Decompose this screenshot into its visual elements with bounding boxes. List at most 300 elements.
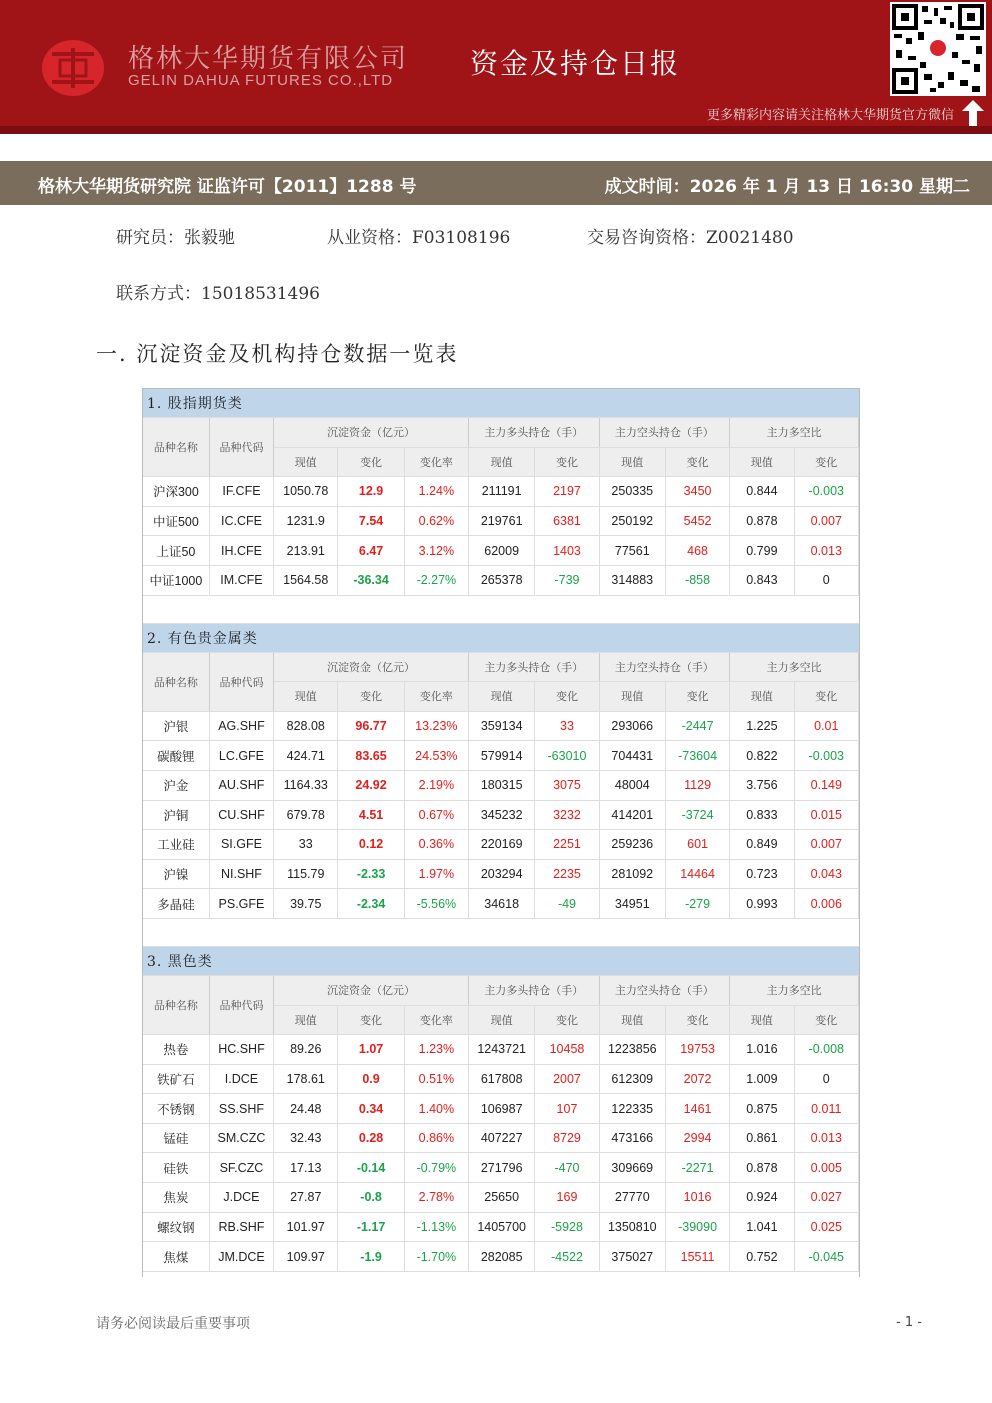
cell-fund-rate: 1.23% xyxy=(404,1035,468,1065)
cell-short: 34951 xyxy=(599,889,665,919)
header-fund: 沉淀资金（亿元） xyxy=(274,652,469,682)
cell-name: 不锈钢 xyxy=(143,1094,209,1124)
cell-code: AG.SHF xyxy=(209,711,273,741)
subheader-cell: 现值 xyxy=(469,682,535,712)
cell-code: CU.SHF xyxy=(209,800,273,830)
cell-name: 沪深300 xyxy=(143,477,209,507)
cell-name: 沪金 xyxy=(143,770,209,800)
cell-fund-rate: 24.53% xyxy=(404,741,468,771)
cell-long-change: 169 xyxy=(535,1183,599,1213)
table-row xyxy=(143,889,859,919)
category-spacer xyxy=(143,918,859,946)
cell-long: 1243721 xyxy=(469,1035,535,1065)
cell-name: 沪铜 xyxy=(143,800,209,830)
cell-short: 250192 xyxy=(599,506,665,536)
cell-short-change: 19753 xyxy=(665,1035,729,1065)
cell-fund-rate: 1.97% xyxy=(404,859,468,889)
category-title: 1. 股指期货类 xyxy=(143,389,859,418)
qualification: 从业资格：F03108196 xyxy=(327,228,511,248)
company-name-cn: 格林大华期货有限公司 xyxy=(128,44,409,74)
cell-fund-change: 12.9 xyxy=(338,477,404,507)
cell-fund-rate: -1.70% xyxy=(404,1242,468,1272)
subheader-cell: 现值 xyxy=(469,447,535,477)
cell-fund: 39.75 xyxy=(274,889,338,919)
cell-long: 211191 xyxy=(469,477,535,507)
subheader-cell: 变化 xyxy=(338,1005,404,1035)
cell-fund: 679.78 xyxy=(274,800,338,830)
cell-long: 180315 xyxy=(469,770,535,800)
cell-code: SF.CZC xyxy=(209,1153,273,1183)
cell-long: 25650 xyxy=(469,1183,535,1213)
cell-ratio: 3.756 xyxy=(730,770,794,800)
cell-short-change: -3724 xyxy=(665,800,729,830)
subheader-cell: 变化 xyxy=(535,682,599,712)
subheader-cell: 现值 xyxy=(274,1005,338,1035)
cell-fund-rate: 1.24% xyxy=(404,477,468,507)
cell-name: 沪镍 xyxy=(143,859,209,889)
cell-fund-change: 0.28 xyxy=(338,1123,404,1153)
cell-short: 27770 xyxy=(599,1183,665,1213)
cell-code: SM.CZC xyxy=(209,1123,273,1153)
table-row xyxy=(143,1123,859,1153)
table-row xyxy=(143,1242,859,1272)
cell-short: 259236 xyxy=(599,830,665,860)
cell-short-change: -73604 xyxy=(665,741,729,771)
header-ratio: 主力多空比 xyxy=(730,975,859,1005)
category-title-row xyxy=(143,389,859,418)
cell-short-change: 3450 xyxy=(665,477,729,507)
header-fund: 沉淀资金（亿元） xyxy=(274,975,469,1005)
cell-ratio-change: 0.007 xyxy=(794,830,858,860)
cell-name: 工业硅 xyxy=(143,830,209,860)
cell-fund-change: -2.34 xyxy=(338,889,404,919)
table-row xyxy=(143,800,859,830)
header-long: 主力多头持仓（手） xyxy=(469,418,600,448)
header-code: 品种代码 xyxy=(209,652,273,711)
cell-short: 375027 xyxy=(599,1242,665,1272)
cell-long-change: 3232 xyxy=(535,800,599,830)
cell-code: I.DCE xyxy=(209,1064,273,1094)
cell-fund-rate: 0.36% xyxy=(404,830,468,860)
cell-ratio: 0.844 xyxy=(730,477,794,507)
header-code: 品种代码 xyxy=(209,975,273,1034)
cell-fund-change: 7.54 xyxy=(338,506,404,536)
report-title: 资金及持仓日报 xyxy=(470,47,681,80)
cell-fund-change: -0.14 xyxy=(338,1153,404,1183)
cell-ratio-change: 0.013 xyxy=(794,1123,858,1153)
cell-name: 沪银 xyxy=(143,711,209,741)
cell-name: 上证50 xyxy=(143,536,209,566)
cell-code: IF.CFE xyxy=(209,477,273,507)
cell-fund-change: 0.9 xyxy=(338,1064,404,1094)
cell-fund: 1564.58 xyxy=(274,565,338,595)
cell-fund: 32.43 xyxy=(274,1123,338,1153)
cell-long-change: -4522 xyxy=(535,1242,599,1272)
header-long: 主力多头持仓（手） xyxy=(469,652,600,682)
subheader-cell: 现值 xyxy=(274,682,338,712)
cell-fund-rate: 0.51% xyxy=(404,1064,468,1094)
cell-long: 106987 xyxy=(469,1094,535,1124)
cell-fund-rate: 0.86% xyxy=(404,1123,468,1153)
cell-long-change: 6381 xyxy=(535,506,599,536)
cell-ratio-change: 0.005 xyxy=(794,1153,858,1183)
data-tables xyxy=(142,388,860,1277)
subheader-cell: 变化 xyxy=(535,447,599,477)
cell-long: 220169 xyxy=(469,830,535,860)
subheader-cell: 现值 xyxy=(730,1005,794,1035)
company-name-en: GELIN DAHUA FUTURES CO.,LTD xyxy=(128,72,394,89)
table-row xyxy=(143,1035,859,1065)
header-name: 品种名称 xyxy=(143,652,209,711)
cell-fund: 33 xyxy=(274,830,338,860)
cell-ratio: 0.752 xyxy=(730,1242,794,1272)
cell-short: 314883 xyxy=(599,565,665,595)
follow-wechat-tip: 更多精彩内容请关注格林大华期货官方微信 xyxy=(706,108,954,123)
header-ratio: 主力多空比 xyxy=(730,652,859,682)
cell-long-change: 3075 xyxy=(535,770,599,800)
cell-code: HC.SHF xyxy=(209,1035,273,1065)
cell-name: 热卷 xyxy=(143,1035,209,1065)
cell-long-change: 33 xyxy=(535,711,599,741)
section-title: 一. 沉淀资金及机构持仓数据一览表 xyxy=(96,342,459,366)
cell-ratio-change: 0 xyxy=(794,1064,858,1094)
institute-license: 格林大华期货研究院 证监许可【2011】1288 号 xyxy=(38,177,417,197)
cell-long: 579914 xyxy=(469,741,535,771)
cell-short-change: -2447 xyxy=(665,711,729,741)
header-short: 主力空头持仓（手） xyxy=(599,652,730,682)
cell-long-change: -63010 xyxy=(535,741,599,771)
cell-code: LC.GFE xyxy=(209,741,273,771)
cell-ratio: 0.843 xyxy=(730,565,794,595)
cell-fund-change: 0.12 xyxy=(338,830,404,860)
cell-long-change: -49 xyxy=(535,889,599,919)
category-title: 2. 有色贵金属类 xyxy=(143,623,859,652)
cell-short: 1350810 xyxy=(599,1212,665,1242)
cell-short: 250335 xyxy=(599,477,665,507)
cell-code: SS.SHF xyxy=(209,1094,273,1124)
table-row xyxy=(143,1153,859,1183)
cell-name: 多晶硅 xyxy=(143,889,209,919)
cell-long: 617808 xyxy=(469,1064,535,1094)
cell-ratio: 1.041 xyxy=(730,1212,794,1242)
cell-short-change: 15511 xyxy=(665,1242,729,1272)
cell-fund: 1164.33 xyxy=(274,770,338,800)
subheader-cell: 变化率 xyxy=(404,682,468,712)
cell-ratio: 0.799 xyxy=(730,536,794,566)
subheader-cell: 变化率 xyxy=(404,447,468,477)
cell-short-change: 468 xyxy=(665,536,729,566)
cell-fund: 828.08 xyxy=(274,711,338,741)
cell-long-change: -5928 xyxy=(535,1212,599,1242)
cell-short: 77561 xyxy=(599,536,665,566)
table-row xyxy=(143,506,859,536)
arrow-up-icon xyxy=(962,100,984,126)
header-name: 品种名称 xyxy=(143,418,209,477)
cell-short: 309669 xyxy=(599,1153,665,1183)
cell-long: 271796 xyxy=(469,1153,535,1183)
table-row xyxy=(143,770,859,800)
cell-code: SI.GFE xyxy=(209,830,273,860)
cell-short: 704431 xyxy=(599,741,665,771)
cell-short-change: -858 xyxy=(665,565,729,595)
cell-ratio: 0.861 xyxy=(730,1123,794,1153)
cell-long: 34618 xyxy=(469,889,535,919)
spacer-cell xyxy=(143,918,859,946)
cell-long: 1405700 xyxy=(469,1212,535,1242)
cell-name: 中证500 xyxy=(143,506,209,536)
subheader-cell: 现值 xyxy=(274,447,338,477)
table-row xyxy=(143,830,859,860)
cell-short: 281092 xyxy=(599,859,665,889)
cell-long: 407227 xyxy=(469,1123,535,1153)
footer-note: 请务必阅读最后重要事项 xyxy=(96,1316,250,1332)
cell-fund-rate: 1.40% xyxy=(404,1094,468,1124)
cell-ratio-change: 0.007 xyxy=(794,506,858,536)
cell-fund-change: 83.65 xyxy=(338,741,404,771)
subheader-cell: 变化 xyxy=(794,1005,858,1035)
cell-fund: 178.61 xyxy=(274,1064,338,1094)
cell-ratio: 0.723 xyxy=(730,859,794,889)
cell-ratio-change: -0.045 xyxy=(794,1242,858,1272)
cell-short: 122335 xyxy=(599,1094,665,1124)
cell-short: 293066 xyxy=(599,711,665,741)
subheader-cell: 变化 xyxy=(794,682,858,712)
subheader-cell: 变化 xyxy=(794,447,858,477)
page-number: - 1 - xyxy=(896,1315,922,1330)
cell-ratio: 0.822 xyxy=(730,741,794,771)
subheader-cell: 现值 xyxy=(730,447,794,477)
cell-fund: 1050.78 xyxy=(274,477,338,507)
cell-ratio: 1.225 xyxy=(730,711,794,741)
cell-code: NI.SHF xyxy=(209,859,273,889)
cell-fund: 1231.9 xyxy=(274,506,338,536)
table-header-row xyxy=(143,652,859,682)
cell-code: IH.CFE xyxy=(209,536,273,566)
cell-long: 219761 xyxy=(469,506,535,536)
category-title-row xyxy=(143,623,859,652)
category-title-row xyxy=(143,946,859,975)
subheader-cell: 变化 xyxy=(665,447,729,477)
header-short: 主力空头持仓（手） xyxy=(599,418,730,448)
cell-short-change: 2994 xyxy=(665,1123,729,1153)
info-bar xyxy=(0,161,992,205)
category-title: 3. 黑色类 xyxy=(143,946,859,975)
cell-long-change: 10458 xyxy=(535,1035,599,1065)
table-row xyxy=(143,477,859,507)
cell-fund: 17.13 xyxy=(274,1153,338,1183)
cell-fund-rate: 0.62% xyxy=(404,506,468,536)
cell-fund: 109.97 xyxy=(274,1242,338,1272)
publish-time: 成文时间：2026 年 1 月 13 日 16:30 星期二 xyxy=(604,177,970,197)
subheader-cell: 现值 xyxy=(599,682,665,712)
cell-short-change: -39090 xyxy=(665,1212,729,1242)
cell-code: J.DCE xyxy=(209,1183,273,1213)
cell-fund-change: -1.17 xyxy=(338,1212,404,1242)
cell-short-change: 5452 xyxy=(665,506,729,536)
cell-name: 焦煤 xyxy=(143,1242,209,1272)
cell-fund: 24.48 xyxy=(274,1094,338,1124)
cell-code: PS.GFE xyxy=(209,889,273,919)
cell-fund: 213.91 xyxy=(274,536,338,566)
table-row xyxy=(143,565,859,595)
header-short: 主力空头持仓（手） xyxy=(599,975,730,1005)
subheader-cell: 变化 xyxy=(338,447,404,477)
cell-long-change: 8729 xyxy=(535,1123,599,1153)
cell-long: 345232 xyxy=(469,800,535,830)
cell-ratio-change: 0.01 xyxy=(794,711,858,741)
header-code: 品种代码 xyxy=(209,418,273,477)
cell-short-change: 2072 xyxy=(665,1064,729,1094)
cell-fund: 89.26 xyxy=(274,1035,338,1065)
positions-table xyxy=(143,389,859,1272)
table-row xyxy=(143,1183,859,1213)
cell-code: JM.DCE xyxy=(209,1242,273,1272)
cell-name: 锰硅 xyxy=(143,1123,209,1153)
cell-short: 48004 xyxy=(599,770,665,800)
table-row xyxy=(143,741,859,771)
table-row xyxy=(143,711,859,741)
subheader-cell: 变化 xyxy=(338,682,404,712)
cell-ratio-change: 0.013 xyxy=(794,536,858,566)
cell-long: 282085 xyxy=(469,1242,535,1272)
company-logo xyxy=(40,38,106,98)
table-row xyxy=(143,1212,859,1242)
cell-name: 硅铁 xyxy=(143,1153,209,1183)
subheader-cell: 现值 xyxy=(599,1005,665,1035)
cell-long-change: -739 xyxy=(535,565,599,595)
subheader-cell: 变化率 xyxy=(404,1005,468,1035)
cell-code: IC.CFE xyxy=(209,506,273,536)
cell-long-change: 1403 xyxy=(535,536,599,566)
cell-ratio-change: 0.015 xyxy=(794,800,858,830)
cell-fund-rate: 2.78% xyxy=(404,1183,468,1213)
researcher: 研究员：张毅驰 xyxy=(116,228,235,248)
cell-fund-change: 4.51 xyxy=(338,800,404,830)
header-name: 品种名称 xyxy=(143,975,209,1034)
cell-long: 265378 xyxy=(469,565,535,595)
subheader-cell: 变化 xyxy=(665,682,729,712)
header-long: 主力多头持仓（手） xyxy=(469,975,600,1005)
cell-ratio-change: 0.149 xyxy=(794,770,858,800)
header-ratio: 主力多空比 xyxy=(730,418,859,448)
cell-ratio-change: -0.003 xyxy=(794,477,858,507)
cell-short: 473166 xyxy=(599,1123,665,1153)
table-row xyxy=(143,536,859,566)
contact: 联系方式：15018531496 xyxy=(116,284,320,304)
cell-ratio-change: 0.025 xyxy=(794,1212,858,1242)
spacer-cell xyxy=(143,595,859,623)
cell-ratio: 1.016 xyxy=(730,1035,794,1065)
cell-short: 1223856 xyxy=(599,1035,665,1065)
subheader-cell: 变化 xyxy=(535,1005,599,1035)
cell-short-change: 14464 xyxy=(665,859,729,889)
subheader-cell: 现值 xyxy=(730,682,794,712)
cell-fund: 27.87 xyxy=(274,1183,338,1213)
cell-name: 碳酸锂 xyxy=(143,741,209,771)
cell-name: 中证1000 xyxy=(143,565,209,595)
cell-ratio: 0.924 xyxy=(730,1183,794,1213)
cell-long: 203294 xyxy=(469,859,535,889)
cell-ratio: 0.875 xyxy=(730,1094,794,1124)
cell-fund-rate: 3.12% xyxy=(404,536,468,566)
cell-long: 62009 xyxy=(469,536,535,566)
cell-fund-rate: 2.19% xyxy=(404,770,468,800)
subheader-cell: 变化 xyxy=(665,1005,729,1035)
cell-code: IM.CFE xyxy=(209,565,273,595)
table-header-row xyxy=(143,418,859,448)
table-row xyxy=(143,1094,859,1124)
cell-fund-rate: 0.67% xyxy=(404,800,468,830)
cell-ratio-change: -0.008 xyxy=(794,1035,858,1065)
cell-ratio-change: 0.006 xyxy=(794,889,858,919)
cell-ratio-change: 0.027 xyxy=(794,1183,858,1213)
cell-ratio-change: -0.003 xyxy=(794,741,858,771)
cell-fund-change: 24.92 xyxy=(338,770,404,800)
cell-fund-change: -2.33 xyxy=(338,859,404,889)
cell-long-change: -470 xyxy=(535,1153,599,1183)
cell-fund-change: 1.07 xyxy=(338,1035,404,1065)
cell-code: AU.SHF xyxy=(209,770,273,800)
cell-fund: 115.79 xyxy=(274,859,338,889)
cell-ratio: 0.993 xyxy=(730,889,794,919)
cell-short-change: 1129 xyxy=(665,770,729,800)
cell-fund-change: -1.9 xyxy=(338,1242,404,1272)
cell-long-change: 107 xyxy=(535,1094,599,1124)
cell-ratio: 0.878 xyxy=(730,506,794,536)
header-fund: 沉淀资金（亿元） xyxy=(274,418,469,448)
cell-fund-rate: -1.13% xyxy=(404,1212,468,1242)
cell-short-change: 1461 xyxy=(665,1094,729,1124)
cell-short-change: -2271 xyxy=(665,1153,729,1183)
cell-fund-change: 6.47 xyxy=(338,536,404,566)
cell-fund: 101.97 xyxy=(274,1212,338,1242)
cell-code: RB.SHF xyxy=(209,1212,273,1242)
cell-long-change: 2007 xyxy=(535,1064,599,1094)
cell-name: 铁矿石 xyxy=(143,1064,209,1094)
cell-short-change: -279 xyxy=(665,889,729,919)
cell-long-change: 2251 xyxy=(535,830,599,860)
cell-fund-change: 0.34 xyxy=(338,1094,404,1124)
cell-fund-change: -0.8 xyxy=(338,1183,404,1213)
table-row xyxy=(143,1064,859,1094)
cell-fund-rate: -2.27% xyxy=(404,565,468,595)
subheader-cell: 现值 xyxy=(599,447,665,477)
subheader-cell: 现值 xyxy=(469,1005,535,1035)
header-stripe xyxy=(0,126,992,134)
cell-long-change: 2197 xyxy=(535,477,599,507)
cell-fund-change: -36.34 xyxy=(338,565,404,595)
cell-ratio: 1.009 xyxy=(730,1064,794,1094)
cell-fund: 424.71 xyxy=(274,741,338,771)
cell-name: 螺纹钢 xyxy=(143,1212,209,1242)
cell-long: 359134 xyxy=(469,711,535,741)
cell-ratio: 0.833 xyxy=(730,800,794,830)
category-spacer xyxy=(143,595,859,623)
cell-short-change: 1016 xyxy=(665,1183,729,1213)
cell-short: 414201 xyxy=(599,800,665,830)
qr-code-icon xyxy=(890,2,986,96)
cell-ratio: 0.878 xyxy=(730,1153,794,1183)
cell-ratio: 0.849 xyxy=(730,830,794,860)
cell-ratio-change: 0.043 xyxy=(794,859,858,889)
cell-fund-rate: -0.79% xyxy=(404,1153,468,1183)
cell-short-change: 601 xyxy=(665,830,729,860)
cell-long-change: 2235 xyxy=(535,859,599,889)
cell-ratio-change: 0 xyxy=(794,565,858,595)
cell-short: 612309 xyxy=(599,1064,665,1094)
cell-fund-rate: -5.56% xyxy=(404,889,468,919)
cell-fund-rate: 13.23% xyxy=(404,711,468,741)
